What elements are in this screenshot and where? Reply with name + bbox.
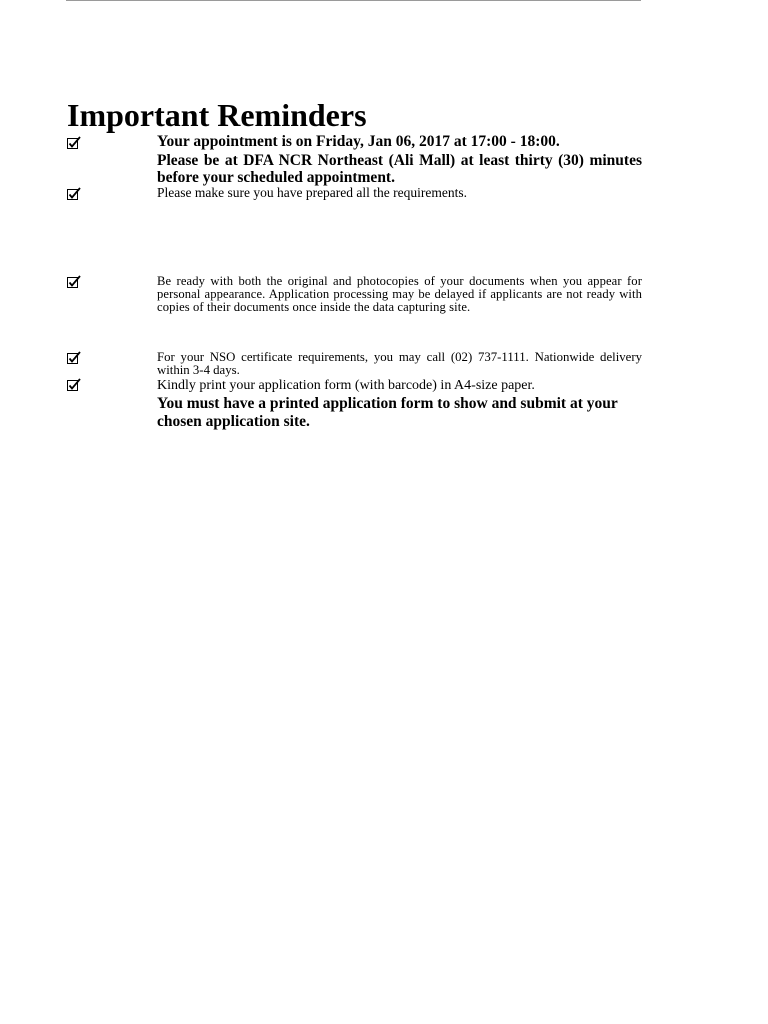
documents-reminder: Be ready with both the original and photocopies of your documents when you appear for personal appearance. Application processing may be delayed if applicants are not ready with copies of their documents once inside the data capturing site. (157, 274, 642, 315)
print-reminder: Kindly print your application form (with barcode) in A4-size paper. (157, 378, 535, 393)
nso-reminder: For your NSO certificate requirements, you may call (02) 737-1111. Nationwide delivery within 3-4 days. (157, 350, 642, 377)
checked-box-icon (67, 275, 81, 288)
print-note: You must have a printed application form to show and submit at your chosen application site. (157, 395, 618, 430)
top-divider (66, 0, 641, 1)
page-title: Important Reminders (67, 97, 367, 133)
checked-box-icon (67, 187, 81, 200)
arrival-reminder: Please be at DFA NCR Northeast (Ali Mall) at least thirty (30) minutes before your scheduled appointment. (157, 152, 642, 186)
checked-box-icon (67, 351, 81, 364)
checked-box-icon (67, 136, 81, 149)
requirements-reminder: Please make sure you have prepared all the requirements. (157, 185, 467, 200)
checked-box-icon (67, 378, 81, 391)
appointment-reminder: Your appointment is on Friday, Jan 06, 2017 at 17:00 - 18:00. (157, 133, 560, 150)
